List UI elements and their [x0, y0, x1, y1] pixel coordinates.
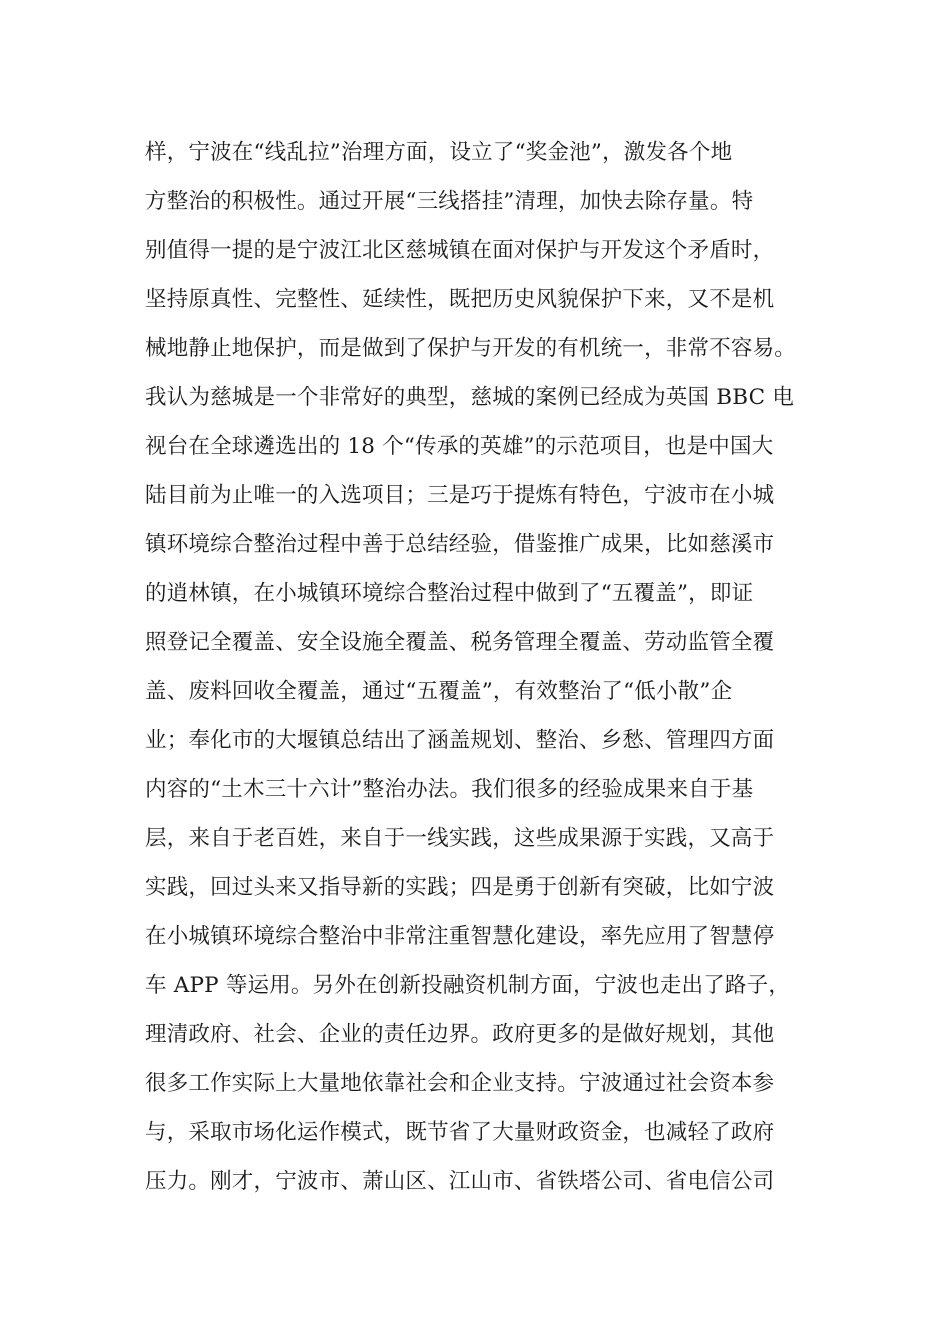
- text-line: 理清政府、社会、企业的责任边界。政府更多的是做好规划，其他: [145, 1022, 775, 1047]
- text-line: 层，来自于老百姓，来自于一线实践，这些成果源于实践，又高于: [145, 826, 775, 851]
- text-line: 盖、废料回收全覆盖，通过“五覆盖”，有效整治了“低小散”企: [145, 679, 733, 704]
- text-line: 在小城镇环境综合整治中非常注重智慧化建设，率先应用了智慧停: [145, 924, 775, 949]
- text-line: 别值得一提的是宁波江北区慈城镇在面对保护与开发这个矛盾时，: [145, 238, 775, 263]
- text-line: 的逍林镇，在小城镇环境综合整治过程中做到了“五覆盖”，即证: [145, 581, 754, 606]
- text-line: 实践，回过头来又指导新的实践；四是勇于创新有突破，比如宁波: [145, 875, 775, 900]
- text-line: 样，宁波在“线乱拉”治理方面，设立了“奖金池”，激发各个地: [145, 140, 733, 165]
- text-line: 坚持原真性、完整性、延续性，既把历史风貌保护下来，又不是机: [145, 287, 775, 312]
- text-line: 车 APP 等运用。另外在创新投融资机制方面，宁波也走出了路子，: [145, 973, 791, 998]
- text-line: 方整治的积极性。通过开展“三线搭挂”清理，加快去除存量。特: [145, 189, 754, 214]
- text-line: 与，采取市场化运作模式，既节省了大量财政资金，也减轻了政府: [145, 1120, 775, 1145]
- text-line: 镇环境综合整治过程中善于总结经验，借鉴推广成果，比如慈溪市: [145, 532, 775, 557]
- text-line: 压力。刚才，宁波市、萧山区、江山市、省铁塔公司、省电信公司: [145, 1169, 775, 1194]
- text-line: 照登记全覆盖、安全设施全覆盖、税务管理全覆盖、劳动监管全覆: [145, 630, 775, 655]
- text-line: 械地静止地保护，而是做到了保护与开发的有机统一，非常不容易。: [145, 336, 797, 361]
- text-line: 陆目前为止唯一的入选项目；三是巧于提炼有特色，宁波市在小城: [145, 483, 775, 508]
- body-paragraph: [145, 132, 825, 1210]
- text-line: 内容的“土木三十六计”整治办法。我们很多的经验成果来自于基: [145, 777, 754, 802]
- text-line: 很多工作实际上大量地依靠社会和企业支持。宁波通过社会资本参: [145, 1071, 775, 1096]
- text-line: 业；奉化市的大堰镇总结出了涵盖规划、整治、乡愁、管理四方面: [145, 728, 775, 753]
- text-line: 视台在全球遴选出的 18 个“传承的英雄”的示范项目，也是中国大: [145, 434, 774, 459]
- text-line: 我认为慈城是一个非常好的典型，慈城的案例已经成为英国 BBC 电: [145, 385, 795, 410]
